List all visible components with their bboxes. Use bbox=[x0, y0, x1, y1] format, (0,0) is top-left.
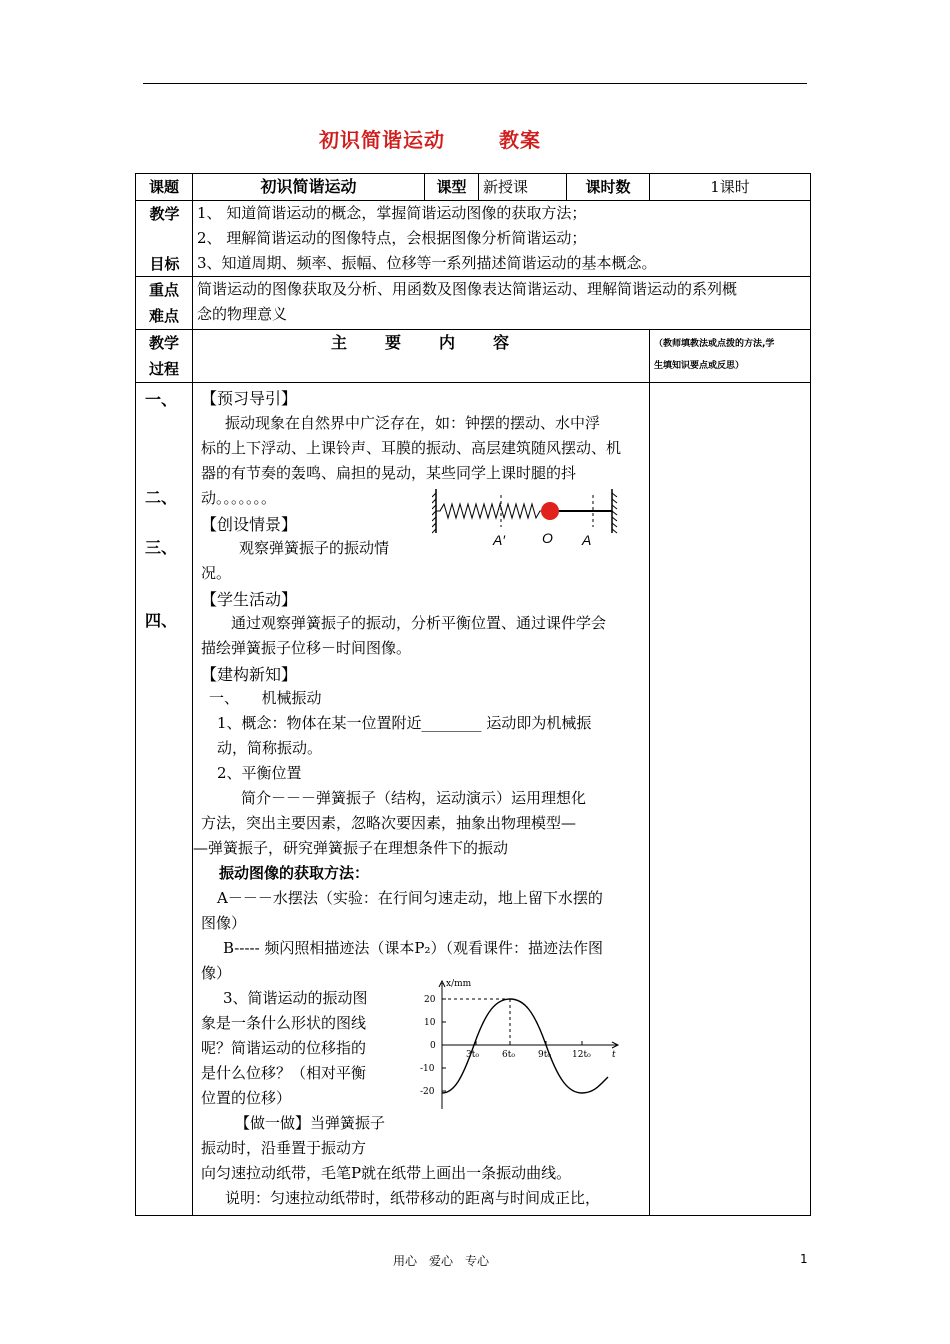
y-tick-label: -20 bbox=[420, 1087, 435, 1097]
text-line: 位置的位移） bbox=[201, 1089, 292, 1107]
label-topic: 课题 bbox=[136, 174, 193, 201]
section-heading: 【创设情景】 bbox=[201, 515, 298, 534]
label-process-a: 教学 bbox=[148, 334, 179, 352]
steps-column bbox=[136, 383, 193, 1216]
text-line: 动，简称振动。 bbox=[217, 739, 323, 757]
goal-item: 2、 理解简谐运动的图像特点，会根据图像分析简谐运动； bbox=[197, 229, 587, 247]
text-line: 通过观察弹簧振子的振动，分析平衡位置、通过课件学会 bbox=[231, 614, 607, 632]
label-key-b: 难点 bbox=[148, 307, 179, 325]
section-heading: 【学生活动】 bbox=[201, 590, 298, 609]
label-a: A bbox=[582, 532, 592, 547]
label-goals-a: 教学 bbox=[149, 205, 180, 223]
text-line: 观察弹簧振子的振动情 bbox=[239, 539, 390, 557]
text-line: 况。 bbox=[201, 564, 232, 582]
label-hours: 课时数 bbox=[567, 174, 650, 201]
text-line: 简介－－－弹簧振子（结构，运动演示）运用理想化 bbox=[241, 789, 587, 807]
header-rule bbox=[143, 83, 807, 84]
step-label: 一、 bbox=[145, 390, 178, 409]
y-tick-label: 10 bbox=[424, 1018, 436, 1028]
y-tick-label: 20 bbox=[424, 995, 436, 1005]
label-process-b: 过程 bbox=[148, 360, 179, 378]
goals-list bbox=[193, 201, 811, 277]
text-line: 【做一做】当弹簧振子 bbox=[235, 1114, 386, 1132]
notes-header-line: （教师填教法或点拨的方法,学 bbox=[654, 339, 775, 349]
y-tick-label: 0 bbox=[430, 1041, 436, 1051]
title-suffix: 教案 bbox=[499, 128, 541, 152]
x-tick-label: 6t₀ bbox=[502, 1050, 515, 1060]
step-label: 二、 bbox=[145, 488, 178, 507]
x-tick-label: 9t₀ bbox=[538, 1050, 551, 1060]
row-process-header bbox=[136, 330, 811, 383]
text-line: 像） bbox=[201, 964, 232, 982]
goal-item: 1、 知道简谐运动的概念，掌握简谐运动图像的获取方法； bbox=[197, 204, 587, 222]
row-topic bbox=[136, 174, 811, 201]
text-line: 图像） bbox=[201, 914, 247, 932]
key-line: 简谐运动的图像获取及分析、用函数及图像表达简谐运动、理解简谐运动的系列概 bbox=[197, 280, 738, 298]
y-tick-label: -10 bbox=[420, 1064, 435, 1074]
text-line: 向匀速拉动纸带，毛笔P就在纸带上画出一条振动曲线。 bbox=[201, 1164, 572, 1182]
section-heading: 【预习导引】 bbox=[201, 389, 298, 408]
label-o: O bbox=[542, 530, 553, 546]
text-line: 是什么位移？（相对平衡 bbox=[201, 1064, 367, 1082]
notes-header-line: 生填知识要点或反思） bbox=[654, 361, 745, 371]
sine-curve bbox=[442, 999, 608, 1093]
notes-header bbox=[650, 330, 811, 383]
x-axis-label: t bbox=[612, 1050, 616, 1060]
title-main: 初识简谐运动 bbox=[319, 128, 445, 152]
document-title bbox=[0, 124, 860, 153]
text-line: 器的有节奏的轰鸣、扁担的晃动，某些同学上课时腿的抖 bbox=[201, 464, 577, 482]
subsection-heading: 一、 机械振动 bbox=[209, 689, 322, 707]
text-line: A－－－水摆法（实验：在行间匀速走动，地上留下水摆的 bbox=[217, 889, 603, 907]
label-a-prime: A′ bbox=[493, 532, 505, 547]
text-line: 方法，突出主要因素，忽略次要因素，抽象出物理模型— bbox=[201, 814, 577, 832]
row-process-body bbox=[136, 383, 811, 1216]
x-tick-label: 12t₀ bbox=[572, 1050, 591, 1060]
text-line: —弹簧振子，研究弹簧振子在理想条件下的振动 bbox=[193, 839, 509, 857]
topic-value: 初识简谐运动 bbox=[193, 174, 425, 201]
label-type: 课型 bbox=[425, 174, 479, 201]
row-goals bbox=[136, 201, 811, 277]
label-goals-b: 目标 bbox=[149, 255, 180, 273]
method-heading: 振动图像的获取方法： bbox=[219, 864, 370, 882]
page-number: 1 bbox=[800, 1252, 808, 1266]
step-label: 三、 bbox=[145, 538, 178, 557]
spring-oscillator-figure bbox=[432, 487, 620, 547]
oscillator-ball bbox=[541, 502, 559, 520]
section-heading: 【建构新知】 bbox=[201, 665, 298, 684]
label-key-a: 重点 bbox=[148, 281, 179, 299]
text-line: 1、概念：物体在某一位置附近________ 运动即为机械振 bbox=[217, 714, 592, 732]
y-axis-label: x/mm bbox=[446, 979, 472, 989]
main-content-header: 主 要 内 容 bbox=[193, 330, 650, 383]
row-key-points bbox=[136, 277, 811, 330]
goal-item: 3、知道周期、频率、振幅、位移等一系列描述简谐运动的基本概念。 bbox=[197, 254, 657, 272]
text-line: 动。。。。。。。 bbox=[201, 489, 277, 507]
text-line: 振动现象在自然界中广泛存在，如：钟摆的摆动、水中浮 bbox=[225, 414, 601, 432]
text-line: B----- 频闪照相描迹法（课本P₂）（观看课件：描迹法作图 bbox=[223, 939, 604, 957]
lesson-plan-table bbox=[135, 173, 811, 1216]
x-tick-label: 3t₀ bbox=[466, 1050, 479, 1060]
step-label: 四、 bbox=[145, 611, 178, 630]
text-line: 说明：匀速拉动纸带时，纸带移动的距离与时间成正比， bbox=[225, 1189, 601, 1207]
text-line: 象是一条什么形状的图线 bbox=[201, 1014, 367, 1032]
footer-motto: 用心 爱心 专心 bbox=[393, 1254, 490, 1268]
key-points-text bbox=[193, 277, 811, 330]
hours-value: 1课时 bbox=[650, 174, 811, 201]
text-line: 振动时，沿垂置于振动方 bbox=[201, 1139, 367, 1157]
notes-column bbox=[650, 383, 811, 1216]
text-line: 描绘弹簧振子位移－时间图像。 bbox=[201, 639, 412, 657]
text-line: 3、简谐运动的振动图 bbox=[223, 989, 368, 1007]
type-value: 新授课 bbox=[479, 174, 567, 201]
key-line: 念的物理意义 bbox=[197, 305, 288, 323]
main-content bbox=[193, 383, 650, 1216]
text-line: 标的上下浮动、上课铃声、耳膜的振动、高层建筑随风摆动、机 bbox=[201, 439, 622, 457]
displacement-time-graph bbox=[418, 977, 628, 1113]
text-line: 呢？简谐运动的位移指的 bbox=[201, 1039, 367, 1057]
subsection-heading: 2、平衡位置 bbox=[217, 764, 302, 782]
